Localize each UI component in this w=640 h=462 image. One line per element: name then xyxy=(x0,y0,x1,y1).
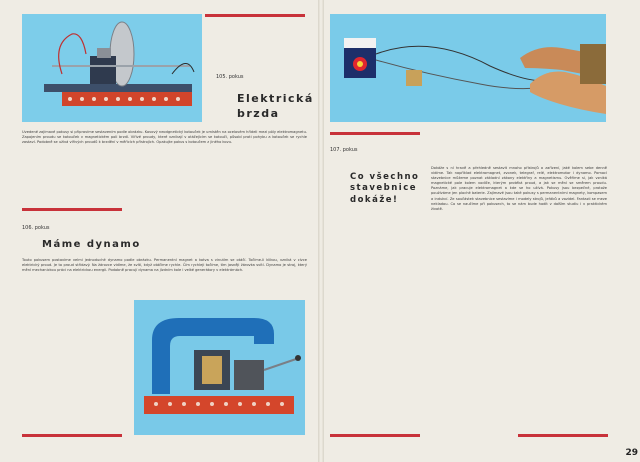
red-rule xyxy=(22,434,122,437)
experiment-text: Touto pokusem postavíme velmi jednoduché dynamo podle obrázku. Permanentní magnet a kotva s vinutím se otáčí. Točíme-li klikou, vzniká v cívce elektrický proud. Je to proud střídavý. Na žárovce vidíme, že svítí, když otáčíme rychle. Čím rychleji točíme, tím jasněji žárovka svítí. Dynamo je stroj, který mění mechanickou práci na elektrickou energii. Podobně pracují dynama na jízdním kole i velké generátory v elektrárnách. xyxy=(22,258,307,273)
red-rule xyxy=(518,434,608,437)
experiment-title: Co všechno stavebnice dokáže! xyxy=(350,172,420,205)
experiment-number: 105. pokus xyxy=(216,74,244,80)
red-rule xyxy=(330,434,420,437)
photo-electric-brake xyxy=(22,14,202,122)
red-rule xyxy=(205,14,305,17)
experiment-text: Dokáže s ní hravě a přehledně sestavit mnoho přístrojů a zařízení, jaké kolem sebe denně vidíme. Tak například elektromagnet, zvonek, telegraf, relé, elektromotor i dynamo. Pomocí stavebnice můžeme poznat základní zákony elektřiny a magnetismu. Ověříme si, jak vzniká magnetické pole kolem vodiče, kterým protéká proud, a jak se mění se směrem proudu. Poznáme, jak pracuje elektromagnet a kde se ho užívá. Pokusy jsou bezpečné, protože používáme jen ploché baterie. Zajímavé jsou také pokusy s permanentními magnety, kompasem a indukcí. Ze součástek stavebnice sestavíme i modely strojů, jeřábů a vozidel. Fantazii se meze nekladou. Co se naučíme při pokusech, to se nám bude hodit v dalším studiu i v praktickém životě. xyxy=(431,166,607,211)
red-rule xyxy=(330,132,420,135)
experiment-number: 106. pokus xyxy=(22,225,50,231)
page-number: 29 xyxy=(625,448,638,458)
brake-apparatus-image xyxy=(22,14,202,122)
experiment-title: Máme dynamo xyxy=(42,239,141,250)
red-rule xyxy=(22,208,122,211)
experiment-title: Elektrická brzda xyxy=(237,92,314,120)
experiment-number: 107. pokus xyxy=(330,147,358,153)
hands-battery-image xyxy=(330,14,606,122)
photo-dynamo xyxy=(134,300,305,435)
experiment-text: Uvedené zajímavé pokusy si připravíme sestavením podle obrázku. Kovový neodgnetický kotouček je umístěn na ocelovém hřídeli mezi póly elektromagnetu. Zapojením proudu se kotouček v magnetickém poli brzdí. Vířivé proudy, které vznikají v otáčejícím se kotouči, působí proti pohybu a kotouček se rychle zastaví. Podobně se užívá vířivých proudů k brzdění v měřicích přístrojích. Opakujte pokus s kotoučem z jiného kovu. xyxy=(22,130,307,145)
dynamo-apparatus-image xyxy=(134,300,305,435)
photo-hands-battery xyxy=(330,14,606,122)
book-gutter xyxy=(318,0,324,462)
